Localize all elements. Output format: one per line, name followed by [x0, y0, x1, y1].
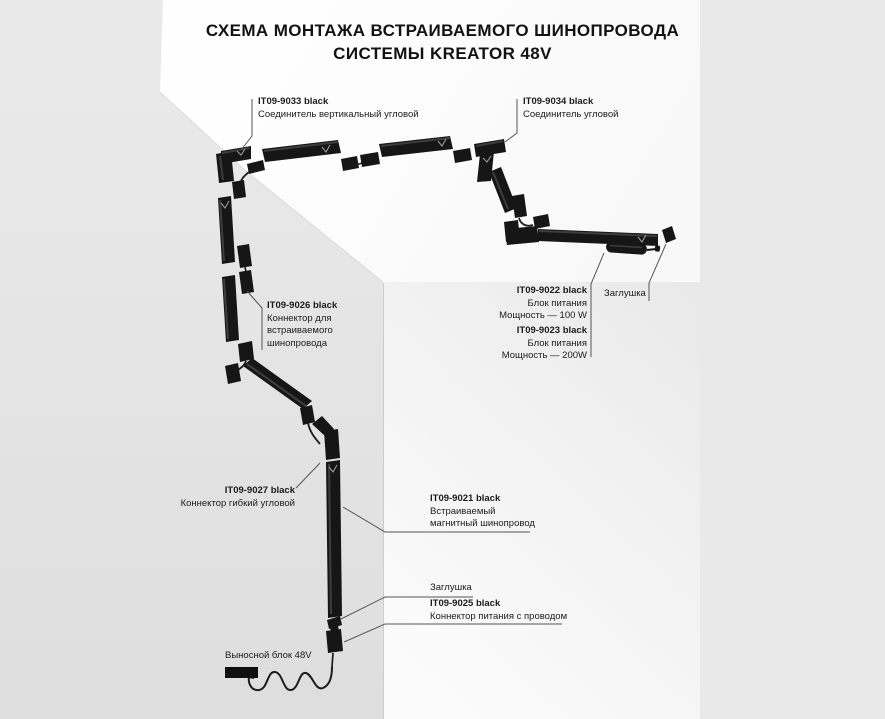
- label-it09-9026-code: IT09-9026 black: [267, 300, 338, 311]
- page-title: [0, 19, 885, 65]
- label-it09-9026-desc2: встраиваемого: [267, 325, 333, 336]
- label-it09-9022-desc1: Блок питания: [527, 297, 587, 309]
- label-it09-9025: [430, 598, 567, 623]
- label-it09-9033: [258, 96, 419, 121]
- label-endcap-right: Заглушка: [604, 288, 646, 299]
- label-it09-9026-desc1: Коннектор для: [267, 312, 332, 324]
- wall-track-segment-long: [326, 460, 342, 618]
- label-it09-9027-code: IT09-9027 black: [224, 485, 295, 496]
- label-it09-9022-desc2: Мощность — 100 W: [499, 310, 587, 321]
- label-it09-9023-desc1: Блок питания: [527, 337, 587, 349]
- label-it09-9026: [267, 300, 337, 350]
- label-it09-9034: [523, 96, 618, 121]
- label-it09-9027: [181, 485, 295, 510]
- label-it09-9023-desc2: Мощность — 200W: [501, 350, 587, 361]
- label-it09-9026-desc3: шинопровода: [267, 337, 328, 349]
- label-it09-9023: [502, 325, 587, 363]
- label-it09-9034-desc: Соединитель угловой: [523, 108, 619, 120]
- label-it09-9025-desc: Коннектор питания с проводом: [430, 610, 568, 622]
- label-it09-9022-code: IT09-9022 black: [516, 285, 587, 296]
- label-it09-9023-code: IT09-9023 black: [516, 325, 587, 336]
- label-it09-9025-code: IT09-9025 black: [430, 598, 501, 609]
- label-it09-9021-desc2: магнитный шинопровод: [430, 518, 535, 529]
- remote-power-block: [225, 667, 258, 678]
- label-it09-9022: [499, 285, 587, 323]
- page-title-line2: СИСТЕМЫ KREATOR 48V: [333, 44, 552, 63]
- label-it09-9027-desc: Коннектор гибкий угловой: [180, 497, 295, 509]
- label-endcap-bottom: Заглушка: [430, 582, 472, 593]
- label-remote-power-block: Выносной блок 48V: [225, 650, 312, 661]
- label-it09-9033-desc: Соединитель вертикальный угловой: [258, 108, 419, 120]
- page-title-line1: СХЕМА МОНТАЖА ВСТРАИВАЕМОГО ШИНОПРОВОДА: [205, 21, 680, 40]
- label-it09-9034-code: IT09-9034 black: [523, 96, 594, 107]
- label-it09-9021: [430, 493, 535, 531]
- label-it09-9033-code: IT09-9033 black: [258, 96, 329, 107]
- label-it09-9021-desc1: Встраиваемый: [430, 505, 496, 517]
- label-it09-9021-code: IT09-9021 black: [430, 493, 501, 504]
